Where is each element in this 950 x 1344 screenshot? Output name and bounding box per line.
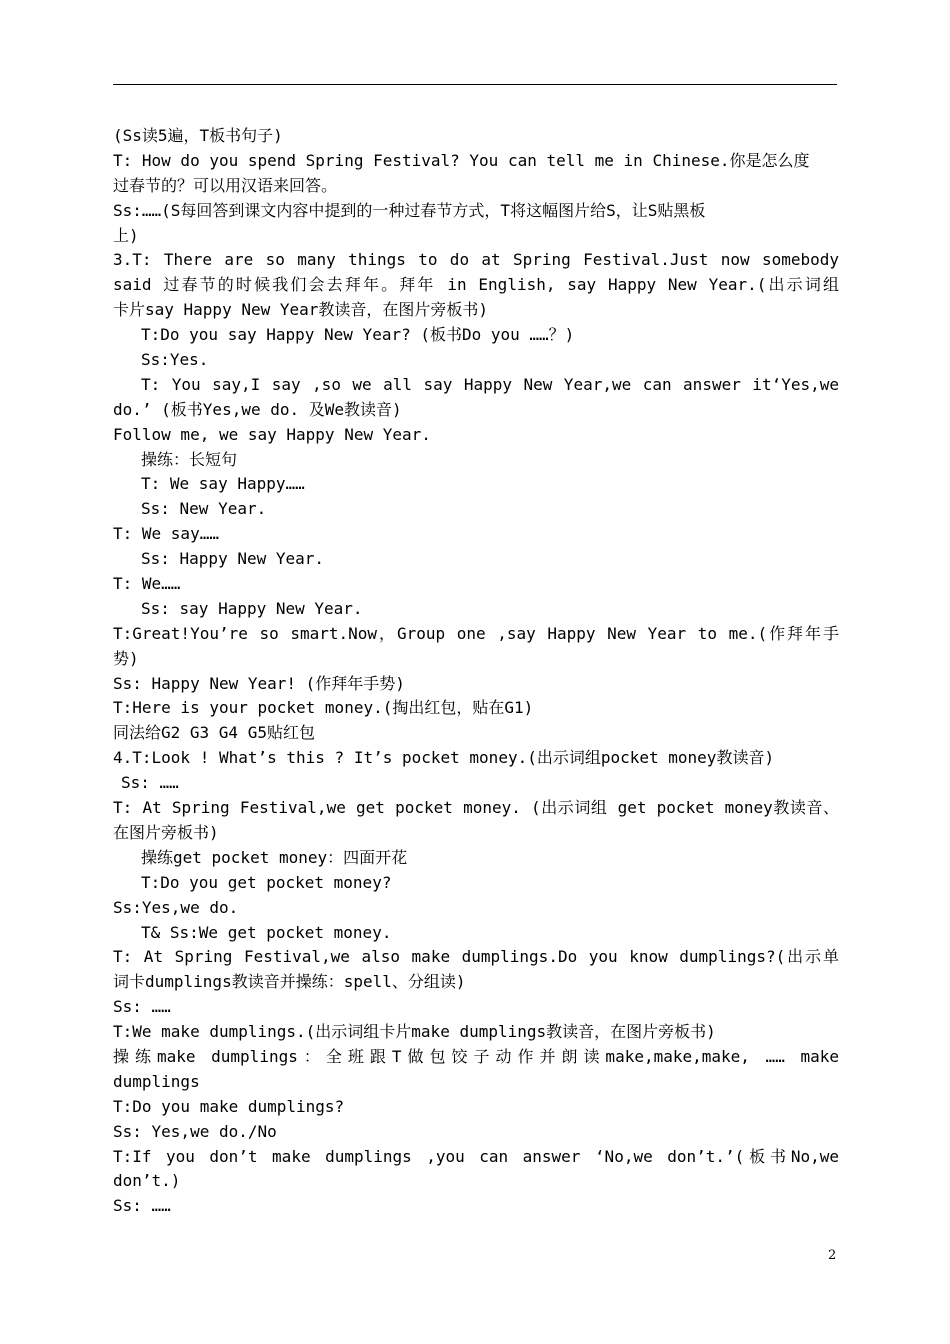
text-line: 操练make dumplings：全班跟T做包饺子动作并朗读make,make,make, …… make xyxy=(113,1046,839,1066)
text-line: 词卡dumplings教读音并操练：spell、分组读) xyxy=(113,972,466,992)
text-line: T:If you don’t make dumplings ,you can answer ‘No,we don’t.’(板书No,we xyxy=(113,1146,839,1166)
text-line: 操练：长短句 xyxy=(141,449,238,469)
text-line: T: You say,I say ,so we all say Happy New Year,we can answer it‘Yes,we xyxy=(141,374,839,394)
text-line: T: We say…… xyxy=(113,524,219,544)
text-line: 上) xyxy=(113,225,139,245)
text-line: 卡片say Happy New Year教读音，在图片旁板书) xyxy=(113,300,489,320)
lesson-body-text xyxy=(113,124,839,1219)
text-line: said 过春节的时候我们会去拜年。拜年 in English, say Happy New Year.(出示词组 xyxy=(113,275,839,295)
text-line: T:We make dumplings.(出示词组卡片make dumplings教读音，在图片旁板书) xyxy=(113,1022,716,1042)
text-line: T: How do you spend Spring Festival? You can tell me in Chinese.你是怎么度 xyxy=(113,150,810,170)
text-line: (Ss读5遍，T板书句子) xyxy=(113,126,283,145)
text-line: Ss: …… xyxy=(113,997,171,1017)
text-line: Ss: …… xyxy=(113,1196,171,1216)
text-line: T: We say Happy…… xyxy=(141,474,305,494)
text-line: Ss:……(S每回答到课文内容中提到的一种过春节方式，T将这幅图片给S，让S贴黑板 xyxy=(113,200,706,220)
header-rule xyxy=(113,84,837,85)
text-line: Ss: Happy New Year. xyxy=(141,549,325,569)
text-line: T: We…… xyxy=(113,574,181,594)
text-line: T: At Spring Festival,we also make dumplings.Do you know dumplings?(出示单 xyxy=(113,947,839,967)
text-line: Ss: say Happy New Year. xyxy=(141,598,363,618)
text-line: Ss:Yes,we do. xyxy=(113,897,239,917)
text-line: 操练get pocket money：四面开花 xyxy=(141,847,408,867)
text-line: T:Do you say Happy New Year? (板书Do you ……？) xyxy=(141,325,575,345)
text-line: T:Do you get pocket money? xyxy=(141,872,392,892)
text-line: don’t.) xyxy=(113,1171,181,1191)
text-line: Ss:Yes. xyxy=(141,350,209,370)
text-line: 势) xyxy=(113,648,139,668)
text-line: 4.T:Look ! What’s this ? It’s pocket money.(出示词组pocket money教读音) xyxy=(113,748,775,768)
text-line: Ss: New Year. xyxy=(141,499,267,519)
text-line: dumplings xyxy=(113,1071,200,1091)
text-line: 在图片旁板书) xyxy=(113,822,219,842)
text-line: do.’ (板书Yes,we do. 及We教读音) xyxy=(113,399,402,419)
text-line: 3.T: There are so many things to do at Spring Festival.Just now somebody xyxy=(113,250,839,270)
page-number: 2 xyxy=(828,1248,837,1263)
text-line: T& Ss:We get pocket money. xyxy=(141,922,392,942)
text-line: T:Great!You’re so smart.Now，Group one ,say Happy New Year to me.(作拜年手 xyxy=(113,623,839,643)
text-line: T:Here is your pocket money.(掏出红包，贴在G1) xyxy=(113,698,534,718)
text-line: T:Do you make dumplings? xyxy=(113,1096,345,1116)
text-line: 过春节的？可以用汉语来回答。 xyxy=(113,175,338,195)
text-line: 同法给G2 G3 G4 G5贴红包 xyxy=(113,723,315,743)
text-line: Ss: …… xyxy=(121,773,179,793)
text-line: Ss: Yes,we do./No xyxy=(113,1121,277,1141)
text-line: Follow me, we say Happy New Year. xyxy=(113,424,431,444)
text-line: T: At Spring Festival,we get pocket money. (出示词组 get pocket money教读音、 xyxy=(113,798,839,818)
text-line: Ss: Happy New Year! (作拜年手势) xyxy=(113,673,405,693)
